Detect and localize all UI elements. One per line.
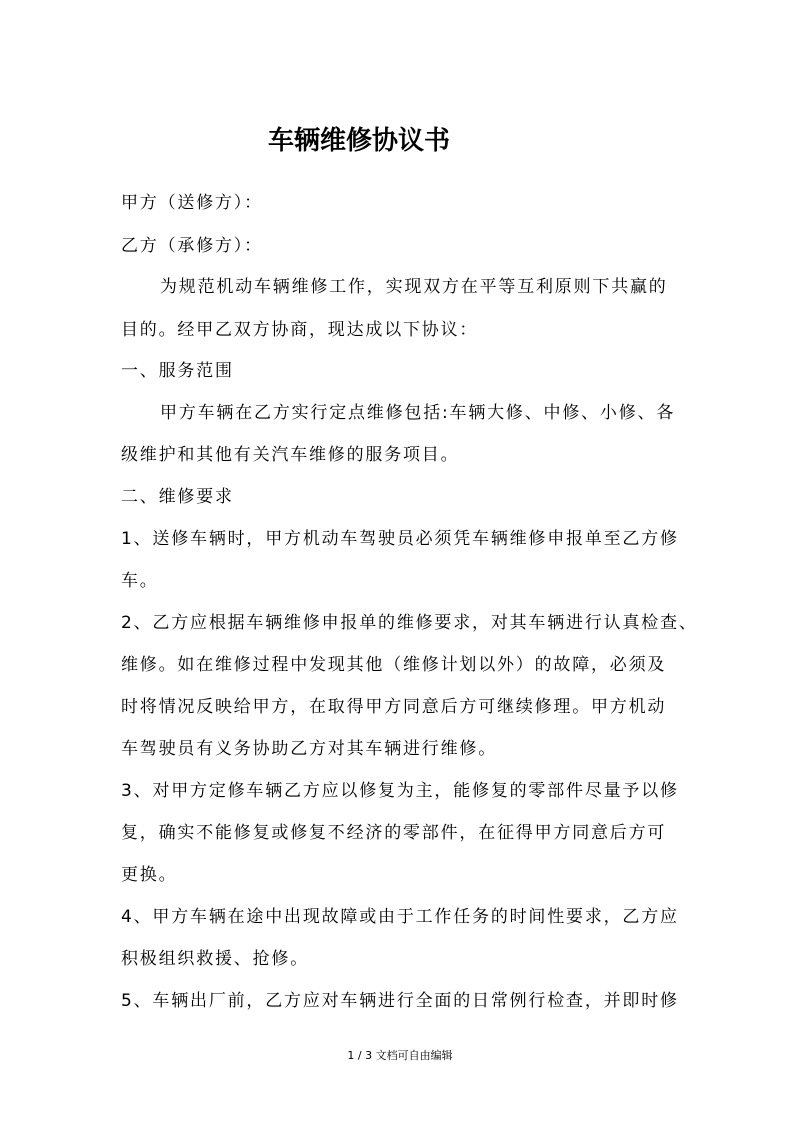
- section-heading: 一、服务范围: [121, 361, 234, 381]
- paragraph-line: 级维护和其他有关汽车维修的服务项目。: [121, 445, 460, 465]
- paragraph-line: 车。: [121, 571, 159, 591]
- paragraph-line: 为规范机动车辆维修工作，实现双方在平等互利原则下共赢的: [160, 277, 668, 297]
- paragraph-line: 目的。经甲乙双方协商，现达成以下协议：: [121, 320, 479, 340]
- paragraph-line: 复，确实不能修复或修复不经济的零部件，在征得甲方同意后方可: [121, 823, 667, 843]
- paragraph-line: 时将情况反映给甲方，在取得甲方同意后方可继续修理。甲方机动: [121, 697, 667, 717]
- document-title: 车辆维修协议书: [268, 126, 451, 156]
- paragraph-line: 4、甲方车辆在途中出现故障或由于工作任务的时间性要求，乙方应: [121, 907, 679, 927]
- paragraph-line: 甲方车辆在乙方实行定点维修包括:车辆大修、中修、小修、各: [160, 403, 676, 423]
- paragraph-line: 3、对甲方定修车辆乙方应以修复为主，能修复的零部件尽量予以修: [121, 781, 679, 801]
- page-footer: 1 / 3 文档可自由编辑: [347, 1049, 453, 1062]
- paragraph-line: 维修。如在维修过程中发现其他（维修计划以外）的故障，必须及: [121, 655, 667, 675]
- paragraph-line: 更换。: [121, 865, 178, 885]
- paragraph-line: 车驾驶员有义务协助乙方对其车辆进行维修。: [121, 739, 497, 759]
- paragraph-line: 1、送修车辆时，甲方机动车驾驶员必须凭车辆维修申报单至乙方修: [121, 529, 679, 549]
- paragraph-line: 积极组织救援、抢修。: [121, 949, 309, 969]
- section-heading: 二、维修要求: [121, 487, 234, 507]
- party-a-line: 甲方（送修方）：: [121, 193, 263, 213]
- party-b-line: 乙方（承修方）：: [121, 236, 263, 256]
- paragraph-line: 2、乙方应根据车辆维修申报单的维修要求，对其车辆进行认真检查、: [121, 613, 698, 633]
- paragraph-line: 5、车辆出厂前，乙方应对车辆进行全面的日常例行检查，并即时修: [121, 991, 679, 1011]
